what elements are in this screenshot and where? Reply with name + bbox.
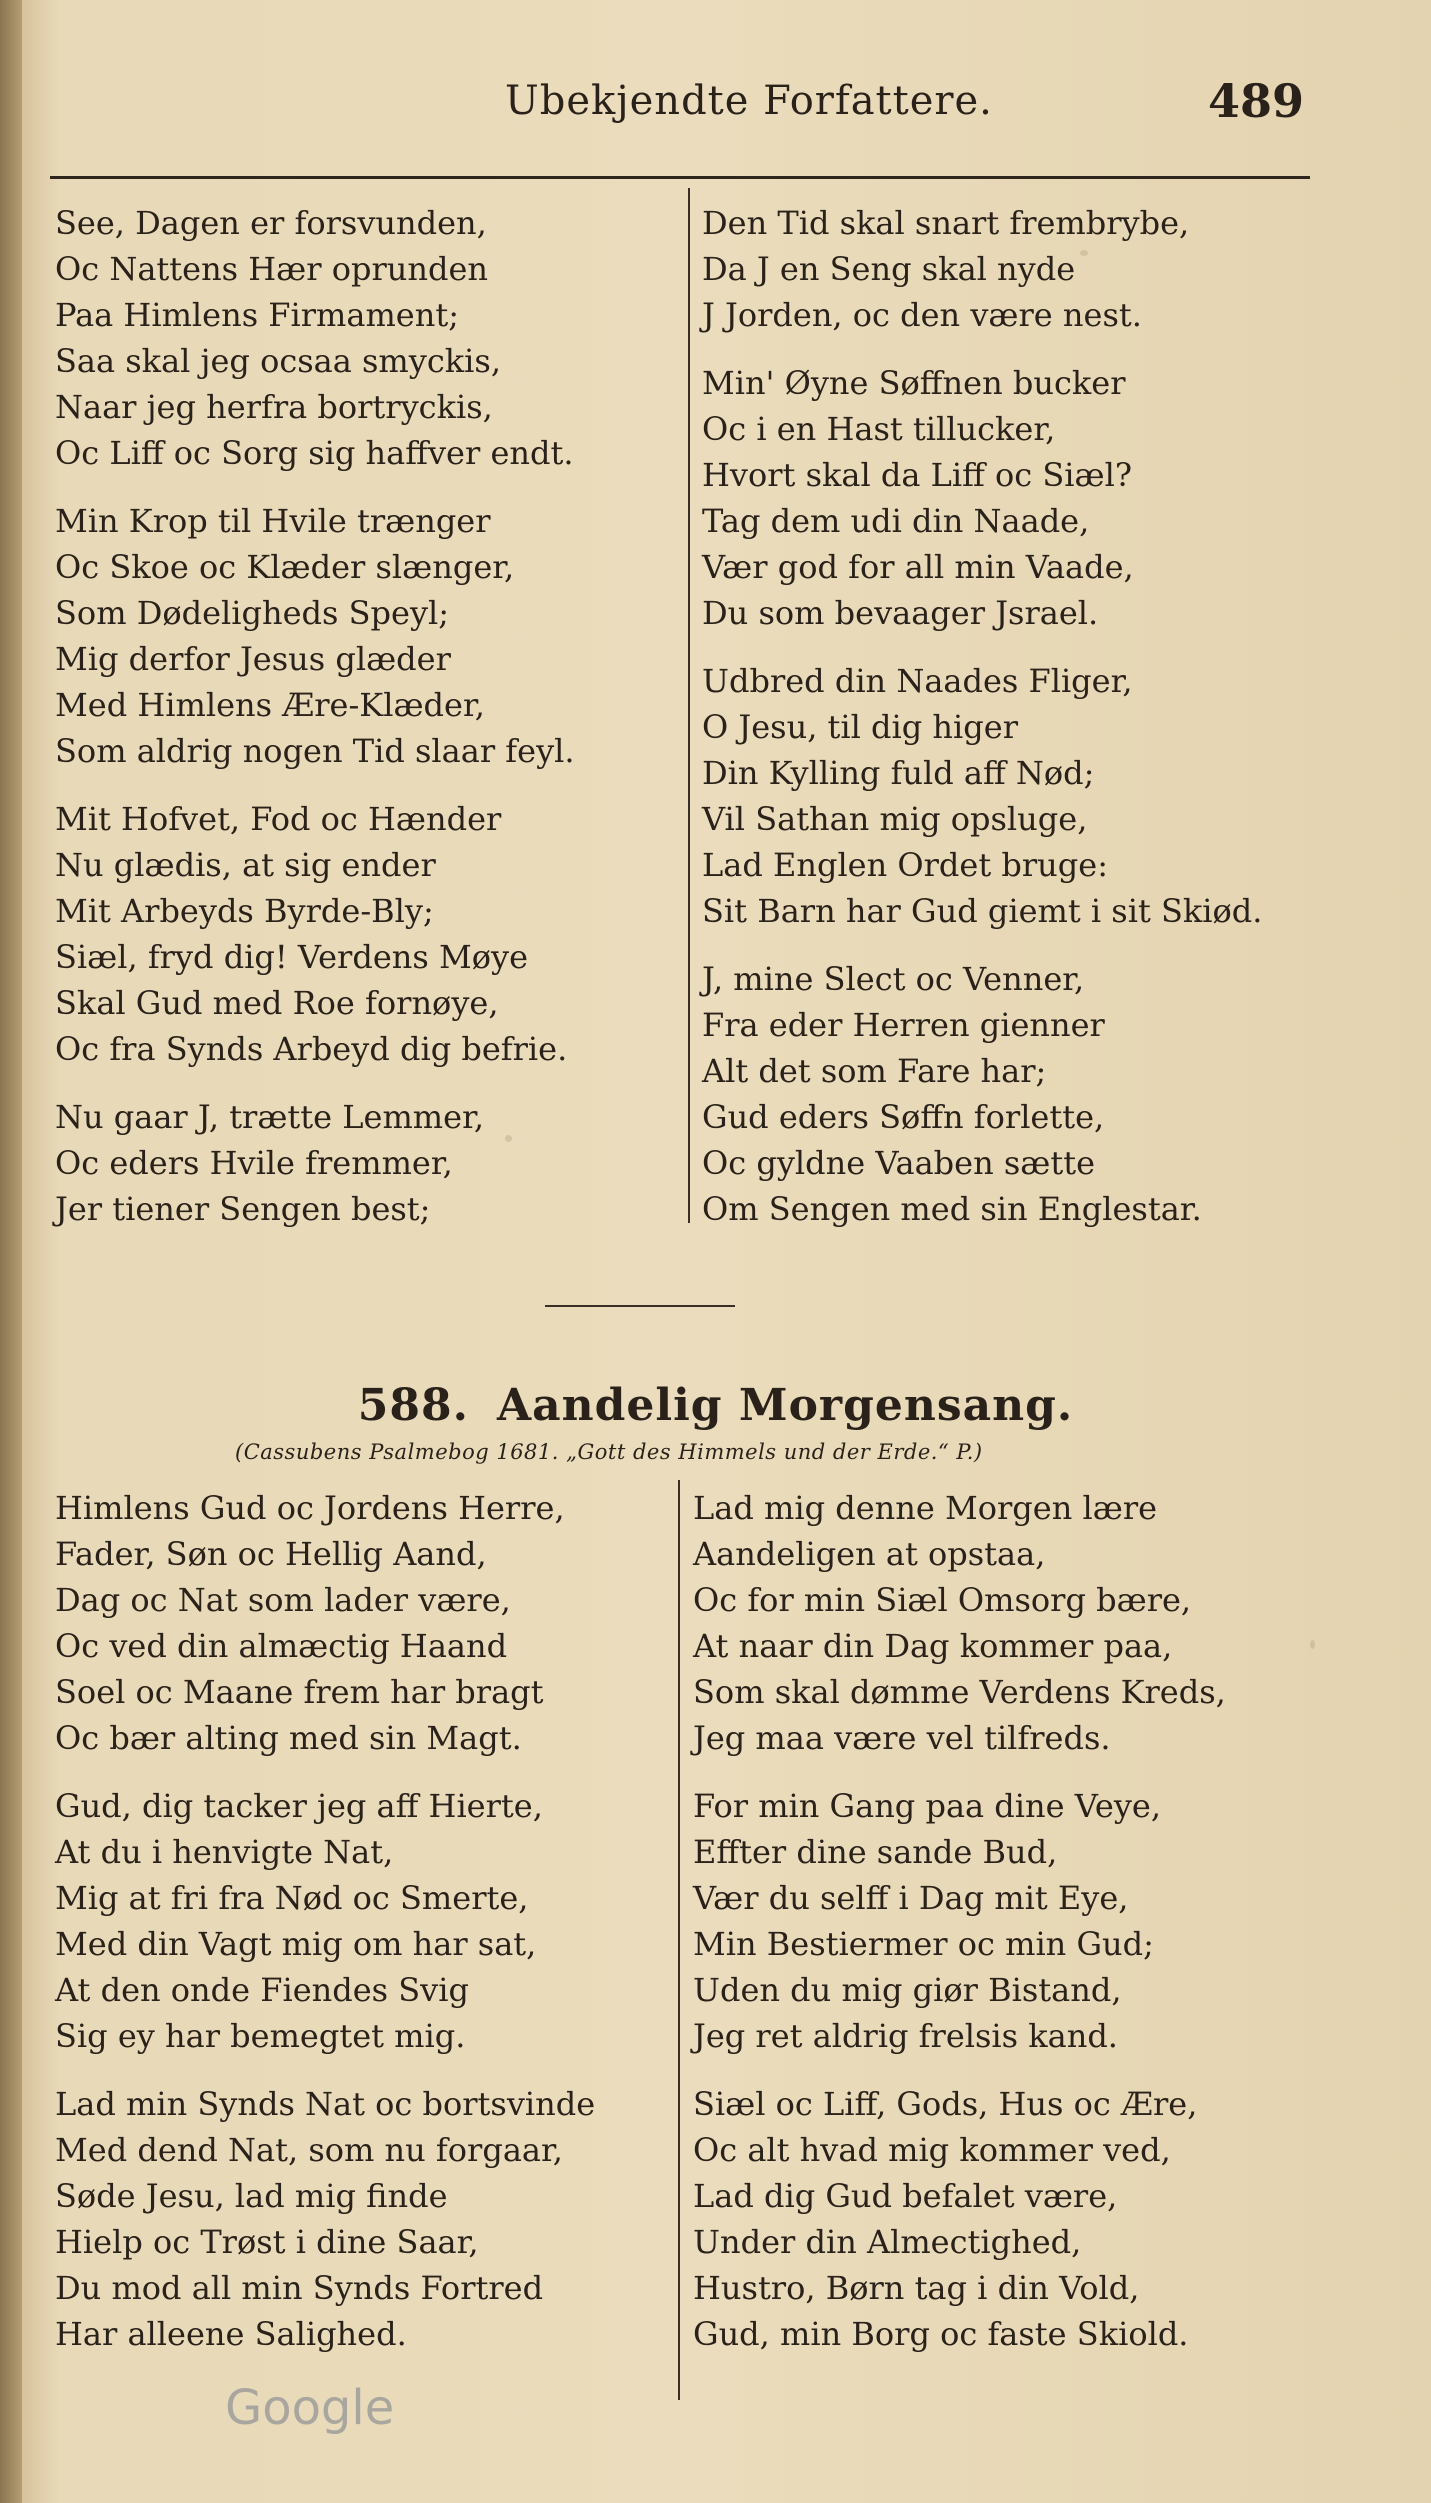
verse-line: Oc Liff oc Sorg sig haffver endt. bbox=[55, 434, 574, 472]
verse-line: Min' Øyne Søffnen bucker bbox=[702, 364, 1126, 402]
verse-line: Min Krop til Hvile trænger bbox=[55, 502, 491, 540]
song-heading bbox=[0, 1380, 1431, 1431]
verse-line: Med dend Nat, som nu forgaar, bbox=[55, 2131, 563, 2169]
verse-line: Vær du selff i Dag mit Eye, bbox=[693, 1879, 1129, 1917]
verse-line: Som aldrig nogen Tid slaar feyl. bbox=[55, 732, 575, 770]
verse-line: Oc gyldne Vaaben sætte bbox=[702, 1144, 1096, 1182]
verse-line: Sit Barn har Gud giemt i sit Skiød. bbox=[702, 892, 1263, 930]
verse-line: Himlens Gud oc Jordens Herre, bbox=[55, 1489, 565, 1527]
stanza bbox=[702, 956, 1262, 1232]
lower-column-divider bbox=[678, 1480, 680, 2400]
verse-line: Dag oc Nat som lader være, bbox=[55, 1581, 511, 1619]
stanza bbox=[702, 200, 1262, 338]
verse-line: Paa Himlens Firmament; bbox=[55, 296, 459, 334]
verse-line: Lad dig Gud befalet være, bbox=[693, 2177, 1118, 2215]
verse-line: Oc fra Synds Arbeyd dig befrie. bbox=[55, 1030, 568, 1068]
verse-line: Tag dem udi din Naade, bbox=[702, 502, 1090, 540]
verse-line: Siæl oc Liff, Gods, Hus oc Ære, bbox=[693, 2085, 1198, 2123]
verse-line: At naar din Dag kommer paa, bbox=[693, 1627, 1173, 1665]
verse-line: Med Himlens Ære-Klæder, bbox=[55, 686, 485, 724]
verse-line: Søde Jesu, lad mig finde bbox=[55, 2177, 448, 2215]
verse-line: Du som bevaager Jsrael. bbox=[702, 594, 1099, 632]
verse-line: At den onde Fiendes Svig bbox=[55, 1971, 469, 2009]
stanza bbox=[693, 2081, 1226, 2357]
verse-line: Som skal dømme Verdens Kreds, bbox=[693, 1673, 1226, 1711]
verse-line: Aandeligen at opstaa, bbox=[693, 1535, 1046, 1573]
verse-line: Uden du mig giør Bistand, bbox=[693, 1971, 1122, 2009]
verse-line: Du mod all min Synds Fortred bbox=[55, 2269, 544, 2307]
running-header bbox=[0, 74, 1431, 148]
page-binding-edge bbox=[0, 0, 22, 2503]
verse-line: Vil Sathan mig opsluge, bbox=[702, 800, 1088, 838]
stanza bbox=[693, 1485, 1226, 1761]
running-title: Ubekjendte Forfattere. bbox=[505, 78, 993, 124]
verse-line: J Jorden, oc den være nest. bbox=[702, 296, 1142, 334]
verse-line: Effter dine sande Bud, bbox=[693, 1833, 1058, 1871]
verse-line: O Jesu, til dig higer bbox=[702, 708, 1018, 746]
verse-line: Oc Skoe oc Klæder slænger, bbox=[55, 548, 515, 586]
verse-line: Oc eders Hvile fremmer, bbox=[55, 1144, 453, 1182]
verse-line: Nu gaar J, trætte Lemmer, bbox=[55, 1098, 485, 1136]
stanza bbox=[55, 796, 575, 1072]
verse-line: Mig at fri fra Nød oc Smerte, bbox=[55, 1879, 529, 1917]
verse-line: Hielp oc Trøst i dine Saar, bbox=[55, 2223, 479, 2261]
verse-line: Oc ved din almæctig Haand bbox=[55, 1627, 508, 1665]
song-source-note: (Cassubens Psalmebog 1681. „Gott des Himmels und der Erde.“ P.) bbox=[235, 1440, 983, 1464]
lower-left-column bbox=[55, 1485, 595, 2379]
lower-right-column bbox=[693, 1485, 1226, 2379]
verse-line: Da J en Seng skal nyde bbox=[702, 250, 1076, 288]
verse-line: J, mine Slect oc Venner, bbox=[702, 960, 1085, 998]
verse-line: Alt det som Fare har; bbox=[702, 1052, 1047, 1090]
upper-left-column bbox=[55, 200, 575, 1254]
stanza bbox=[693, 1783, 1226, 2059]
section-divider bbox=[545, 1305, 735, 1307]
verse-line: Hustro, Børn tag i din Vold, bbox=[693, 2269, 1140, 2307]
verse-line: Oc i en Hast tillucker, bbox=[702, 410, 1056, 448]
stanza bbox=[55, 2081, 595, 2357]
verse-line: Naar jeg herfra bortryckis, bbox=[55, 388, 493, 426]
verse-line: Gud, dig tacker jeg aff Hierte, bbox=[55, 1787, 543, 1825]
verse-line: Lad min Synds Nat oc bortsvinde bbox=[55, 2085, 596, 2123]
verse-line: Gud, min Borg oc faste Skiold. bbox=[693, 2315, 1189, 2353]
verse-line: Den Tid skal snart frembrybe, bbox=[702, 204, 1190, 242]
verse-line: Fader, Søn oc Hellig Aand, bbox=[55, 1535, 487, 1573]
upper-right-column bbox=[702, 200, 1262, 1254]
stanza bbox=[55, 200, 575, 476]
verse-line: Har alleene Salighed. bbox=[55, 2315, 407, 2353]
verse-line: See, Dagen er forsvunden, bbox=[55, 204, 487, 242]
verse-line: Saa skal jeg ocsaa smyckis, bbox=[55, 342, 501, 380]
stanza bbox=[55, 1783, 595, 2059]
verse-line: Hvort skal da Liff oc Siæl? bbox=[702, 456, 1132, 494]
verse-line: Siæl, fryd dig! Verdens Møye bbox=[55, 938, 528, 976]
header-rule bbox=[50, 176, 1310, 179]
verse-line: Om Sengen med sin Englestar. bbox=[702, 1190, 1202, 1228]
upper-column-divider bbox=[688, 188, 690, 1223]
verse-line: Din Kylling fuld aff Nød; bbox=[702, 754, 1095, 792]
verse-line: Gud eders Søffn forlette, bbox=[702, 1098, 1105, 1136]
verse-line: Fra eder Herren gienner bbox=[702, 1006, 1105, 1044]
verse-line: At du i henvigte Nat, bbox=[55, 1833, 394, 1871]
song-title: Aandelig Morgensang. bbox=[496, 1380, 1074, 1431]
verse-line: Jer tiener Sengen best; bbox=[55, 1190, 431, 1228]
page-number: 489 bbox=[1208, 74, 1305, 128]
verse-line: Mig derfor Jesus glæder bbox=[55, 640, 451, 678]
verse-line: Mit Hofvet, Fod oc Hænder bbox=[55, 800, 502, 838]
verse-line: Udbred din Naades Fliger, bbox=[702, 662, 1133, 700]
verse-line: Mit Arbeyds Byrde-Bly; bbox=[55, 892, 434, 930]
stanza bbox=[702, 360, 1262, 636]
verse-line: Oc alt hvad mig kommer ved, bbox=[693, 2131, 1171, 2169]
verse-line: Under din Almectighed, bbox=[693, 2223, 1082, 2261]
verse-line: Vær god for all min Vaade, bbox=[702, 548, 1134, 586]
stanza bbox=[55, 1094, 575, 1232]
verse-line: Oc for min Siæl Omsorg bære, bbox=[693, 1581, 1192, 1619]
google-watermark: Google bbox=[225, 2380, 395, 2436]
verse-line: Lad mig denne Morgen lære bbox=[693, 1489, 1158, 1527]
verse-line: Skal Gud med Roe fornøye, bbox=[55, 984, 499, 1022]
verse-line: Lad Englen Ordet bruge: bbox=[702, 846, 1108, 884]
verse-line: Nu glædis, at sig ender bbox=[55, 846, 436, 884]
stanza bbox=[55, 1485, 595, 1761]
verse-line: Som Dødeligheds Speyl; bbox=[55, 594, 450, 632]
verse-line: Jeg maa være vel tilfreds. bbox=[693, 1719, 1111, 1757]
verse-line: Soel oc Maane frem har bragt bbox=[55, 1673, 544, 1711]
ink-speck bbox=[1310, 1640, 1315, 1649]
verse-line: Min Bestiermer oc min Gud; bbox=[693, 1925, 1154, 1963]
verse-line: Jeg ret aldrig frelsis kand. bbox=[693, 2017, 1118, 2055]
verse-line: For min Gang paa dine Veye, bbox=[693, 1787, 1161, 1825]
verse-line: Oc bær alting med sin Magt. bbox=[55, 1719, 522, 1757]
verse-line: Sig ey har bemegtet mig. bbox=[55, 2017, 466, 2055]
stanza bbox=[55, 498, 575, 774]
verse-line: Oc Nattens Hær oprunden bbox=[55, 250, 489, 288]
song-number: 588. bbox=[357, 1380, 469, 1431]
verse-line: Med din Vagt mig om har sat, bbox=[55, 1925, 537, 1963]
stanza bbox=[702, 658, 1262, 934]
